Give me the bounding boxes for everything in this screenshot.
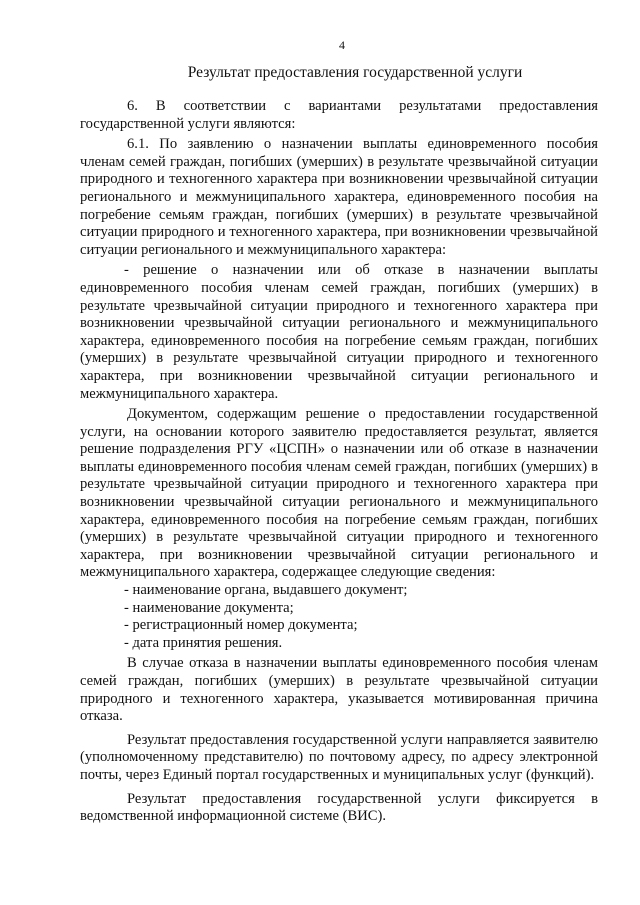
list-item-registration-number: - регистрационный номер документа;	[124, 617, 358, 634]
page-number: 4	[339, 38, 345, 52]
paragraph-refusal: В случае отказа в назначении выплаты единовременного пособия членам семей граждан, погибших (умерших) в результате чрезвычайной ситуации природного и техногенного характера, указывается мотивированная причина отказа.	[80, 655, 598, 725]
paragraph-6-1: 6.1. По заявлению о назначении выплаты единовременного пособия членам семей граждан, погибших (умерших) в результате чрезвычайной ситуации природного и техногенного характера при возникновении чрезвычайной ситуации регионального и межмуниципального характера, единовременного пособия на погребение семьям граждан, погибших (умерших) в результате чрезвычайной ситуации природного и техногенного характера, при возникновении чрезвычайной ситуации регионального и межмуниципального характера:	[80, 136, 598, 258]
list-item-document-name: - наименование документа;	[124, 599, 294, 616]
paragraph-delivery: Результат предоставления государственной услуги направляется заявителю (уполномоченному представителю) по почтовому адресу, по адресу электронной почты, через Единый портал государственных и муниципальных услуг (функций).	[80, 731, 598, 783]
list-item-decision-date: - дата принятия решения.	[124, 634, 283, 651]
section-title: Результат предоставления государственной услуги	[187, 64, 523, 81]
paragraph-recording: Результат предоставления государственной услуги фиксируется в ведомственной информационной системе (ВИС).	[80, 790, 598, 825]
list-item-issuer: - наименование органа, выдавшего документ;	[124, 582, 408, 599]
document-body	[80, 98, 598, 826]
paragraph-results-intro: 6. В соответствии с вариантами результатами предоставления государственной услуги являются:	[80, 98, 598, 132]
paragraph-decision: - решение о назначении или об отказе в назначении выплаты единовременного пособия членам семей граждан, погибших (умерших) в результате чрезвычайной ситуации природного и техногенного характера при возникновении чрезвычайной ситуации регионального и межмуниципального характера, единовременного пособия на погребение семьям граждан, погибших (умерших) в результате чрезвычайной ситуации природного и техногенного характера, при возникновении чрезвычайной ситуации регионального и межмуниципального характера.	[80, 262, 598, 402]
paragraph-document: Документом, содержащим решение о предоставлении государственной услуги, на основании которого заявителю предоставляется результат, является решение подразделения РГУ «ЦСПН» о назначении или об отказе в назначении выплаты единовременного пособия членам семей граждан, погибших (умерших) в результате чрезвычайной ситуации природного и техногенного характера при возникновении чрезвычайной ситуации регионального и межмуниципального характера, единовременного пособия на погребение семьям граждан, погибших (умерших) в результате чрезвычайной ситуации природного и техногенного характера, при возникновении чрезвычайной ситуации регионального и межмуниципального характера, содержащее следующие сведения:	[80, 406, 598, 581]
